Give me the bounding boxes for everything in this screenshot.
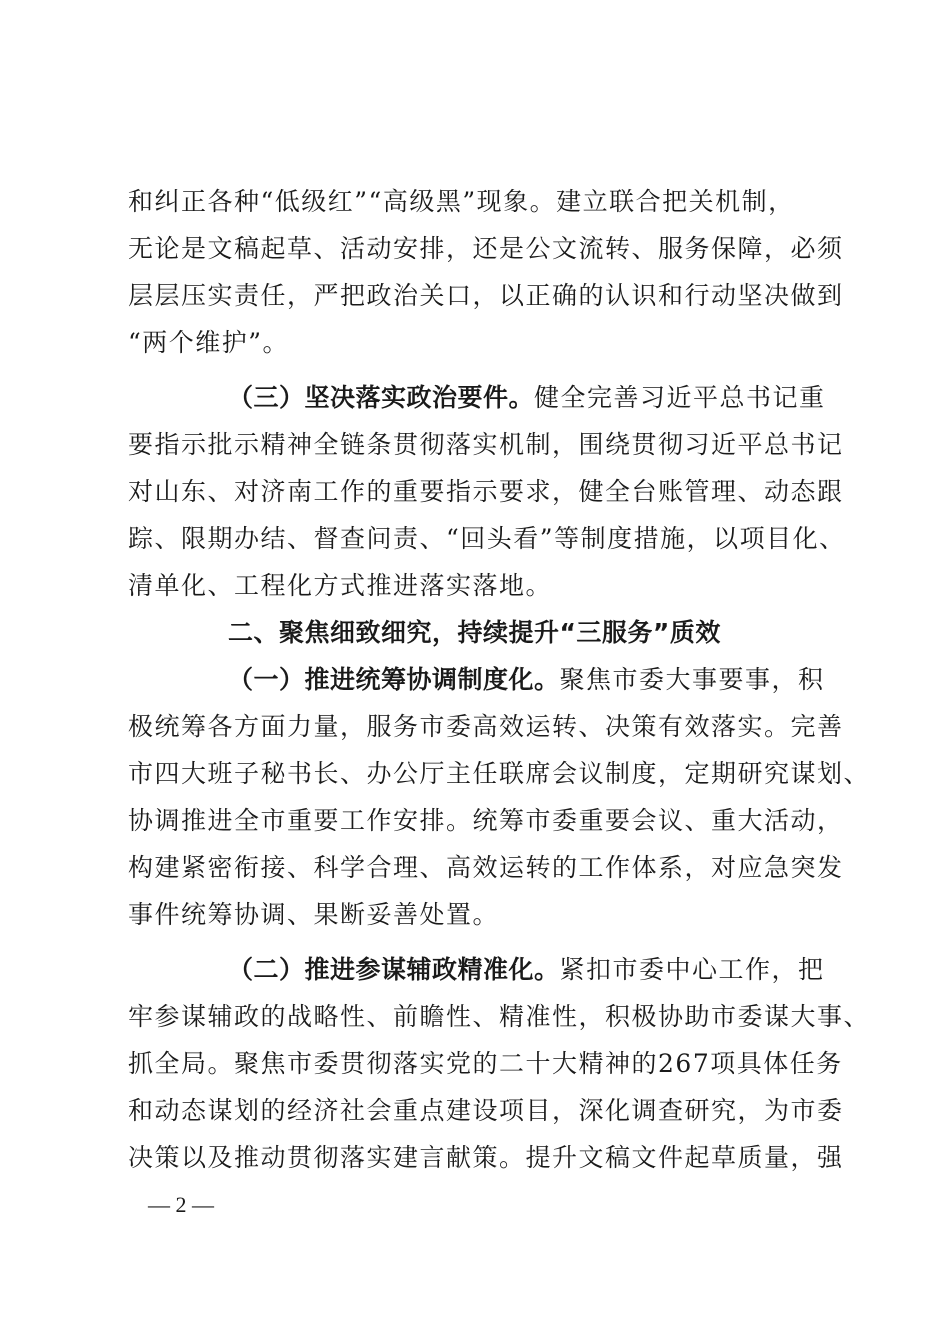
text-line <box>128 374 833 421</box>
text-line: 对山东、对济南工作的重要指示要求，健全台账管理、动态跟 <box>128 477 844 506</box>
text-line: 清单化、工程化方式推进落实落地。 <box>128 571 553 600</box>
text-run: 紧扣市委中心工作，把 <box>559 955 825 984</box>
paragraph-lead: （三）坚决落实政治要件。 <box>228 383 535 412</box>
paragraph-2 <box>128 374 846 609</box>
text-line: 层层压实责任，严把政治关口，以正确的认识和行动坚决做到 <box>128 281 844 310</box>
text-line: 无论是文稿起草、活动安排，还是公文流转、服务保障，必须 <box>128 234 844 263</box>
text-run: 健全完善习近平总书记重 <box>534 383 826 412</box>
text-line: 构建紧密衔接、科学合理、高效运转的工作体系，对应急突发 <box>128 853 844 882</box>
page-number: — 2 — <box>148 1192 214 1217</box>
text-line: 市四大班子秘书长、办公厅主任联席会议制度，定期研究谋划、 <box>128 759 871 788</box>
text-line <box>128 946 833 993</box>
text-line: 和纠正各种“低级红”“高级黑”现象。建立联合把关机制， <box>128 187 795 216</box>
text-line: 决策以及推动贯彻落实建言献策。提升文稿文件起草质量，强 <box>128 1143 844 1172</box>
text-line: 牢参谋辅政的战略性、前瞻性、精准性，积极协助市委谋大事、 <box>128 1002 871 1031</box>
paragraph-4 <box>128 946 871 1181</box>
paragraph-1 <box>128 178 844 366</box>
text-line: 踪、限期办结、督查问责、“回头看”等制度措施，以项目化、 <box>128 524 846 553</box>
paragraph-lead: （一）推进统筹协调制度化。 <box>228 665 560 694</box>
text-run: 聚焦市委大事要事，积 <box>559 665 825 694</box>
text-line: 极统筹各方面力量，服务市委高效运转、决策有效落实。完善 <box>128 712 844 741</box>
text-line: 抓全局。聚焦市委贯彻落实党的二十大精神的267项具体任务 <box>128 1049 843 1078</box>
body-text <box>128 178 871 1181</box>
text-line: 事件统筹协调、果断妥善处置。 <box>128 900 500 929</box>
text-line <box>128 656 833 703</box>
paragraph-3 <box>128 656 871 938</box>
paragraph-lead: （二）推进参谋辅政精准化。 <box>228 955 560 984</box>
text-line: “两个维护”。 <box>128 328 290 357</box>
text-line: 协调推进全市重要工作安排。统筹市委重要会议、重大活动， <box>128 806 844 835</box>
section-heading: 二、聚焦细致细究，持续提升“三服务”质效 <box>228 618 721 647</box>
text-line: 要指示批示精神全链条贯彻落实机制，围绕贯彻习近平总书记 <box>128 430 844 459</box>
text-line: 和动态谋划的经济社会重点建设项目，深化调查研究，为市委 <box>128 1096 844 1125</box>
